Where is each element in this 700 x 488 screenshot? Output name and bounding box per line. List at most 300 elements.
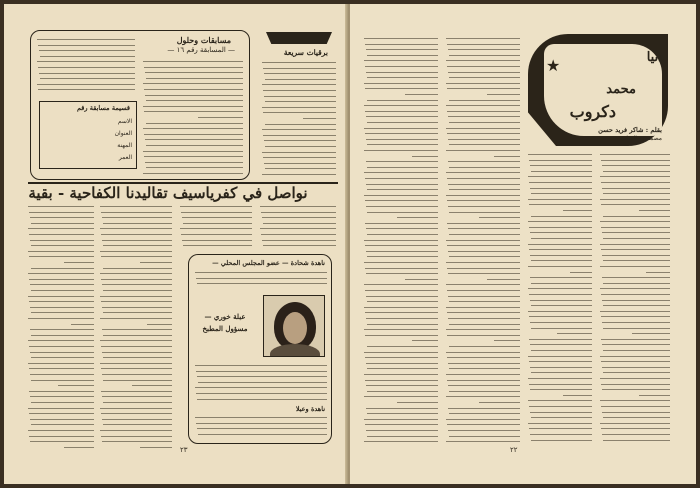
text-line [181, 234, 252, 235]
text-line [195, 272, 327, 273]
text-line [449, 100, 520, 101]
text-line [366, 228, 438, 229]
text-line [601, 204, 670, 205]
text-line [37, 39, 135, 40]
text-line [143, 173, 243, 174]
text-line [103, 380, 172, 381]
text-line [412, 156, 438, 157]
text-line [30, 396, 94, 397]
text-line [600, 176, 670, 177]
text-line [140, 447, 172, 448]
text-line [603, 260, 670, 261]
text-line [102, 396, 172, 397]
text-line [364, 38, 438, 39]
portrait-face [283, 312, 307, 344]
text-line [531, 238, 592, 239]
text-line [261, 212, 336, 213]
text-line [183, 245, 252, 246]
text-line [31, 402, 94, 403]
profile-caption-3: ناهدة وعبلا [295, 405, 325, 413]
text-line [530, 389, 592, 390]
text-line [446, 419, 520, 420]
text-line [446, 262, 520, 263]
text-line [28, 296, 94, 297]
text-line [367, 189, 438, 190]
text-line [602, 322, 670, 323]
text-line [448, 228, 520, 229]
text-line [449, 55, 520, 56]
text-line [262, 129, 336, 130]
text-line [182, 217, 252, 218]
text-line [28, 430, 94, 431]
text-line [446, 441, 520, 442]
text-line [30, 307, 94, 308]
text-line [195, 387, 327, 388]
text-line [530, 188, 592, 189]
text-line [364, 441, 438, 442]
text-line [446, 374, 520, 375]
text-line [262, 217, 336, 218]
text-line [602, 232, 670, 233]
text-line [38, 45, 135, 46]
text-line [101, 413, 172, 414]
text-line [601, 339, 670, 340]
header-byline: بقلم : شاكر فريد حسن [598, 126, 662, 134]
text-line [531, 350, 592, 351]
text-line [367, 77, 438, 78]
text-line [265, 146, 336, 147]
text-line [603, 350, 670, 351]
text-line [448, 49, 520, 50]
text-line [446, 307, 520, 308]
text-line [40, 78, 135, 79]
text-line [103, 335, 172, 336]
text-line [600, 288, 670, 289]
text-line [632, 333, 671, 334]
text-line [529, 406, 592, 407]
text-line [366, 363, 438, 364]
text-line [262, 174, 336, 175]
text-line [367, 100, 438, 101]
text-line [29, 256, 94, 257]
text-line [528, 423, 592, 424]
text-line [447, 111, 520, 112]
text-line [365, 424, 438, 425]
text-line [570, 272, 592, 273]
text-line [447, 290, 520, 291]
text-line [487, 94, 520, 95]
text-line [264, 163, 336, 164]
text-line [449, 77, 520, 78]
article-col-3 [180, 204, 252, 252]
text-line [198, 382, 327, 383]
text-line [28, 318, 94, 319]
text-line [529, 339, 592, 340]
text-line [101, 279, 172, 280]
text-line [146, 100, 243, 101]
text-line [448, 161, 520, 162]
text-line [260, 228, 336, 229]
text-line [529, 160, 592, 161]
text-line [367, 413, 438, 414]
text-line [103, 357, 172, 358]
text-line [603, 372, 670, 373]
text-line [31, 268, 94, 269]
text-line [263, 223, 336, 224]
text-line [100, 273, 172, 274]
text-line [100, 296, 172, 297]
text-line [603, 193, 670, 194]
text-line [365, 335, 438, 336]
text-line [531, 417, 592, 418]
text-line [530, 277, 592, 278]
text-line [366, 296, 438, 297]
text-line [197, 283, 327, 284]
text-line [364, 240, 438, 241]
telegrams-title: برقيات سريعة [283, 48, 328, 57]
text-line [30, 352, 94, 353]
text-line [528, 176, 592, 177]
text-line [405, 279, 438, 280]
text-line [30, 419, 94, 420]
header-section: دنيا [646, 50, 664, 65]
text-line [365, 178, 438, 179]
text-line [530, 255, 592, 256]
contests-box [30, 30, 250, 180]
text-line [261, 234, 336, 235]
text-line [601, 316, 670, 317]
text-line [603, 216, 670, 217]
text-line [365, 312, 438, 313]
text-line [132, 385, 172, 386]
text-line [196, 393, 327, 394]
text-line [37, 61, 135, 62]
text-line [31, 245, 94, 246]
text-line [601, 406, 670, 407]
text-line [262, 107, 336, 108]
text-line [29, 279, 94, 280]
text-line [448, 184, 520, 185]
text-line [530, 300, 592, 301]
text-line [265, 124, 336, 125]
profile-box [188, 254, 332, 444]
text-line [28, 206, 94, 207]
text-line [487, 279, 520, 280]
text-line [144, 111, 243, 112]
text-line [144, 89, 243, 90]
text-line [196, 423, 327, 424]
text-line [28, 408, 94, 409]
portrait-shoulders [270, 344, 320, 357]
right-col-2 [446, 36, 520, 444]
text-line [446, 195, 520, 196]
text-line [447, 380, 520, 381]
text-line [197, 428, 327, 429]
text-line [531, 440, 592, 441]
text-line [449, 346, 520, 347]
text-line [100, 228, 172, 229]
text-line [262, 152, 336, 153]
text-line [531, 193, 592, 194]
telegrams-banner [266, 32, 332, 44]
text-line [367, 324, 438, 325]
text-line [29, 391, 94, 392]
star-icon: ★ [546, 56, 561, 75]
text-line [528, 378, 592, 379]
text-line [30, 217, 94, 218]
telegrams-text [262, 60, 336, 180]
text-line [197, 376, 327, 377]
text-line [367, 55, 438, 56]
text-line [364, 83, 438, 84]
text-line [447, 88, 520, 89]
text-line [367, 212, 438, 213]
contests-title: مسابقات وحلول [176, 35, 231, 45]
text-line [102, 352, 172, 353]
text-line [602, 255, 670, 256]
text-line [143, 106, 243, 107]
text-line [529, 182, 592, 183]
text-line [529, 227, 592, 228]
text-line [263, 245, 336, 246]
text-line [447, 44, 520, 45]
text-line [528, 400, 592, 401]
text-line [531, 283, 592, 284]
text-line [603, 238, 670, 239]
text-line [367, 144, 438, 145]
text-line [103, 424, 172, 425]
text-line [365, 290, 438, 291]
text-line [531, 171, 592, 172]
text-line [366, 72, 438, 73]
text-line [366, 184, 438, 185]
text-line [448, 206, 520, 207]
text-line [366, 206, 438, 207]
contests-subtitle: — المسابقة رقم ١٦ — [167, 46, 235, 54]
text-line [364, 172, 438, 173]
text-line [145, 162, 243, 163]
coupon-field-2: العنوان [114, 130, 132, 137]
text-line [101, 436, 172, 437]
text-line [367, 368, 438, 369]
text-line [58, 385, 94, 386]
text-line [528, 288, 592, 289]
text-line [364, 60, 438, 61]
text-line [100, 430, 172, 431]
text-line [263, 135, 336, 136]
text-line [494, 340, 520, 341]
text-line [364, 374, 438, 375]
text-line [602, 389, 670, 390]
text-line [448, 72, 520, 73]
text-line [365, 357, 438, 358]
text-line [366, 49, 438, 50]
text-line [446, 150, 520, 151]
text-line [144, 134, 243, 135]
text-line [557, 333, 592, 334]
text-line [602, 412, 670, 413]
magazine-spread [4, 4, 696, 484]
text-line [365, 223, 438, 224]
text-line [364, 105, 438, 106]
text-line [530, 434, 592, 435]
text-line [364, 396, 438, 397]
text-line [146, 123, 243, 124]
text-line [531, 328, 592, 329]
text-line [30, 374, 94, 375]
text-line [101, 391, 172, 392]
text-line [448, 139, 520, 140]
text-line [28, 273, 94, 274]
text-line [365, 200, 438, 201]
text-line [262, 84, 336, 85]
text-line [28, 340, 94, 341]
text-line [103, 290, 172, 291]
text-line [31, 223, 94, 224]
text-line [64, 447, 94, 448]
text-line [143, 128, 243, 129]
text-line [143, 83, 243, 84]
text-line [448, 408, 520, 409]
text-line [366, 318, 438, 319]
text-line [449, 167, 520, 168]
text-line [31, 335, 94, 336]
text-line [397, 217, 438, 218]
text-line [366, 273, 438, 274]
text-line [103, 245, 172, 246]
text-line [102, 374, 172, 375]
text-line [446, 105, 520, 106]
text-line [195, 417, 327, 418]
text-line [182, 240, 252, 241]
text-line [264, 73, 336, 74]
text-line [529, 384, 592, 385]
text-line [600, 244, 670, 245]
text-line [448, 318, 520, 319]
text-line [364, 195, 438, 196]
text-line [449, 212, 520, 213]
text-line [601, 384, 670, 385]
text-line [364, 307, 438, 308]
text-line [646, 272, 671, 273]
text-line [446, 172, 520, 173]
text-line [600, 400, 670, 401]
text-line [365, 245, 438, 246]
header-title-1: محمد [606, 82, 636, 97]
text-line [447, 245, 520, 246]
text-line [397, 402, 438, 403]
text-line [29, 234, 94, 235]
text-line [601, 249, 670, 250]
text-line [449, 413, 520, 414]
text-line [143, 61, 243, 62]
text-line [146, 167, 243, 168]
text-line [265, 168, 336, 169]
text-line [31, 290, 94, 291]
text-line [146, 145, 243, 146]
text-line [265, 79, 336, 80]
text-line [603, 440, 670, 441]
text-line [102, 419, 172, 420]
text-line [531, 305, 592, 306]
text-line [449, 122, 520, 123]
text-line [530, 232, 592, 233]
text-line [448, 385, 520, 386]
right-col-4 [600, 152, 670, 444]
text-line [600, 311, 670, 312]
text-line [145, 139, 243, 140]
text-line [29, 301, 94, 302]
text-line [30, 329, 94, 330]
text-line [530, 322, 592, 323]
text-line [100, 340, 172, 341]
text-line [602, 165, 670, 166]
text-line [448, 296, 520, 297]
text-line [529, 361, 592, 362]
text-line [601, 294, 670, 295]
text-line [71, 324, 94, 325]
header-place: مصمص - المثلث [620, 135, 662, 142]
text-line [264, 96, 336, 97]
text-line [366, 385, 438, 386]
text-line [446, 60, 520, 61]
text-line [145, 72, 243, 73]
text-line [367, 301, 438, 302]
article-col-2 [100, 204, 172, 452]
text-line [260, 206, 336, 207]
text-line [449, 189, 520, 190]
text-line [263, 90, 336, 91]
text-line [530, 367, 592, 368]
text-line [447, 66, 520, 67]
text-line [197, 399, 327, 400]
text-line [601, 361, 670, 362]
text-line [31, 380, 94, 381]
text-line [446, 284, 520, 285]
text-line [38, 67, 135, 68]
text-line [147, 324, 172, 325]
text-line [364, 419, 438, 420]
text-line [528, 154, 592, 155]
text-line [603, 305, 670, 306]
text-line [529, 428, 592, 429]
text-line [37, 84, 135, 85]
text-line [146, 78, 243, 79]
text-line [364, 128, 438, 129]
text-line [103, 268, 172, 269]
text-line [31, 424, 94, 425]
text-line [196, 371, 327, 372]
text-line [101, 346, 172, 347]
profile-caption-2: عبلة خوري — مسؤول المطبخ [202, 312, 248, 333]
coupon-title: قسيمة مسابقة رقم [76, 104, 130, 112]
profile-caption-1: ناهدة شحادة — عضو المجلس المحلي — [212, 259, 325, 267]
text-line [446, 128, 520, 129]
text-line [600, 423, 670, 424]
text-line [101, 368, 172, 369]
text-line [365, 380, 438, 381]
text-line [29, 346, 94, 347]
text-line [447, 335, 520, 336]
text-line [563, 395, 592, 396]
text-line [103, 223, 172, 224]
contests-text-left [37, 37, 135, 97]
right-page [350, 4, 696, 484]
text-line [600, 221, 670, 222]
text-line [602, 277, 670, 278]
text-line [181, 212, 252, 213]
text-line [600, 199, 670, 200]
